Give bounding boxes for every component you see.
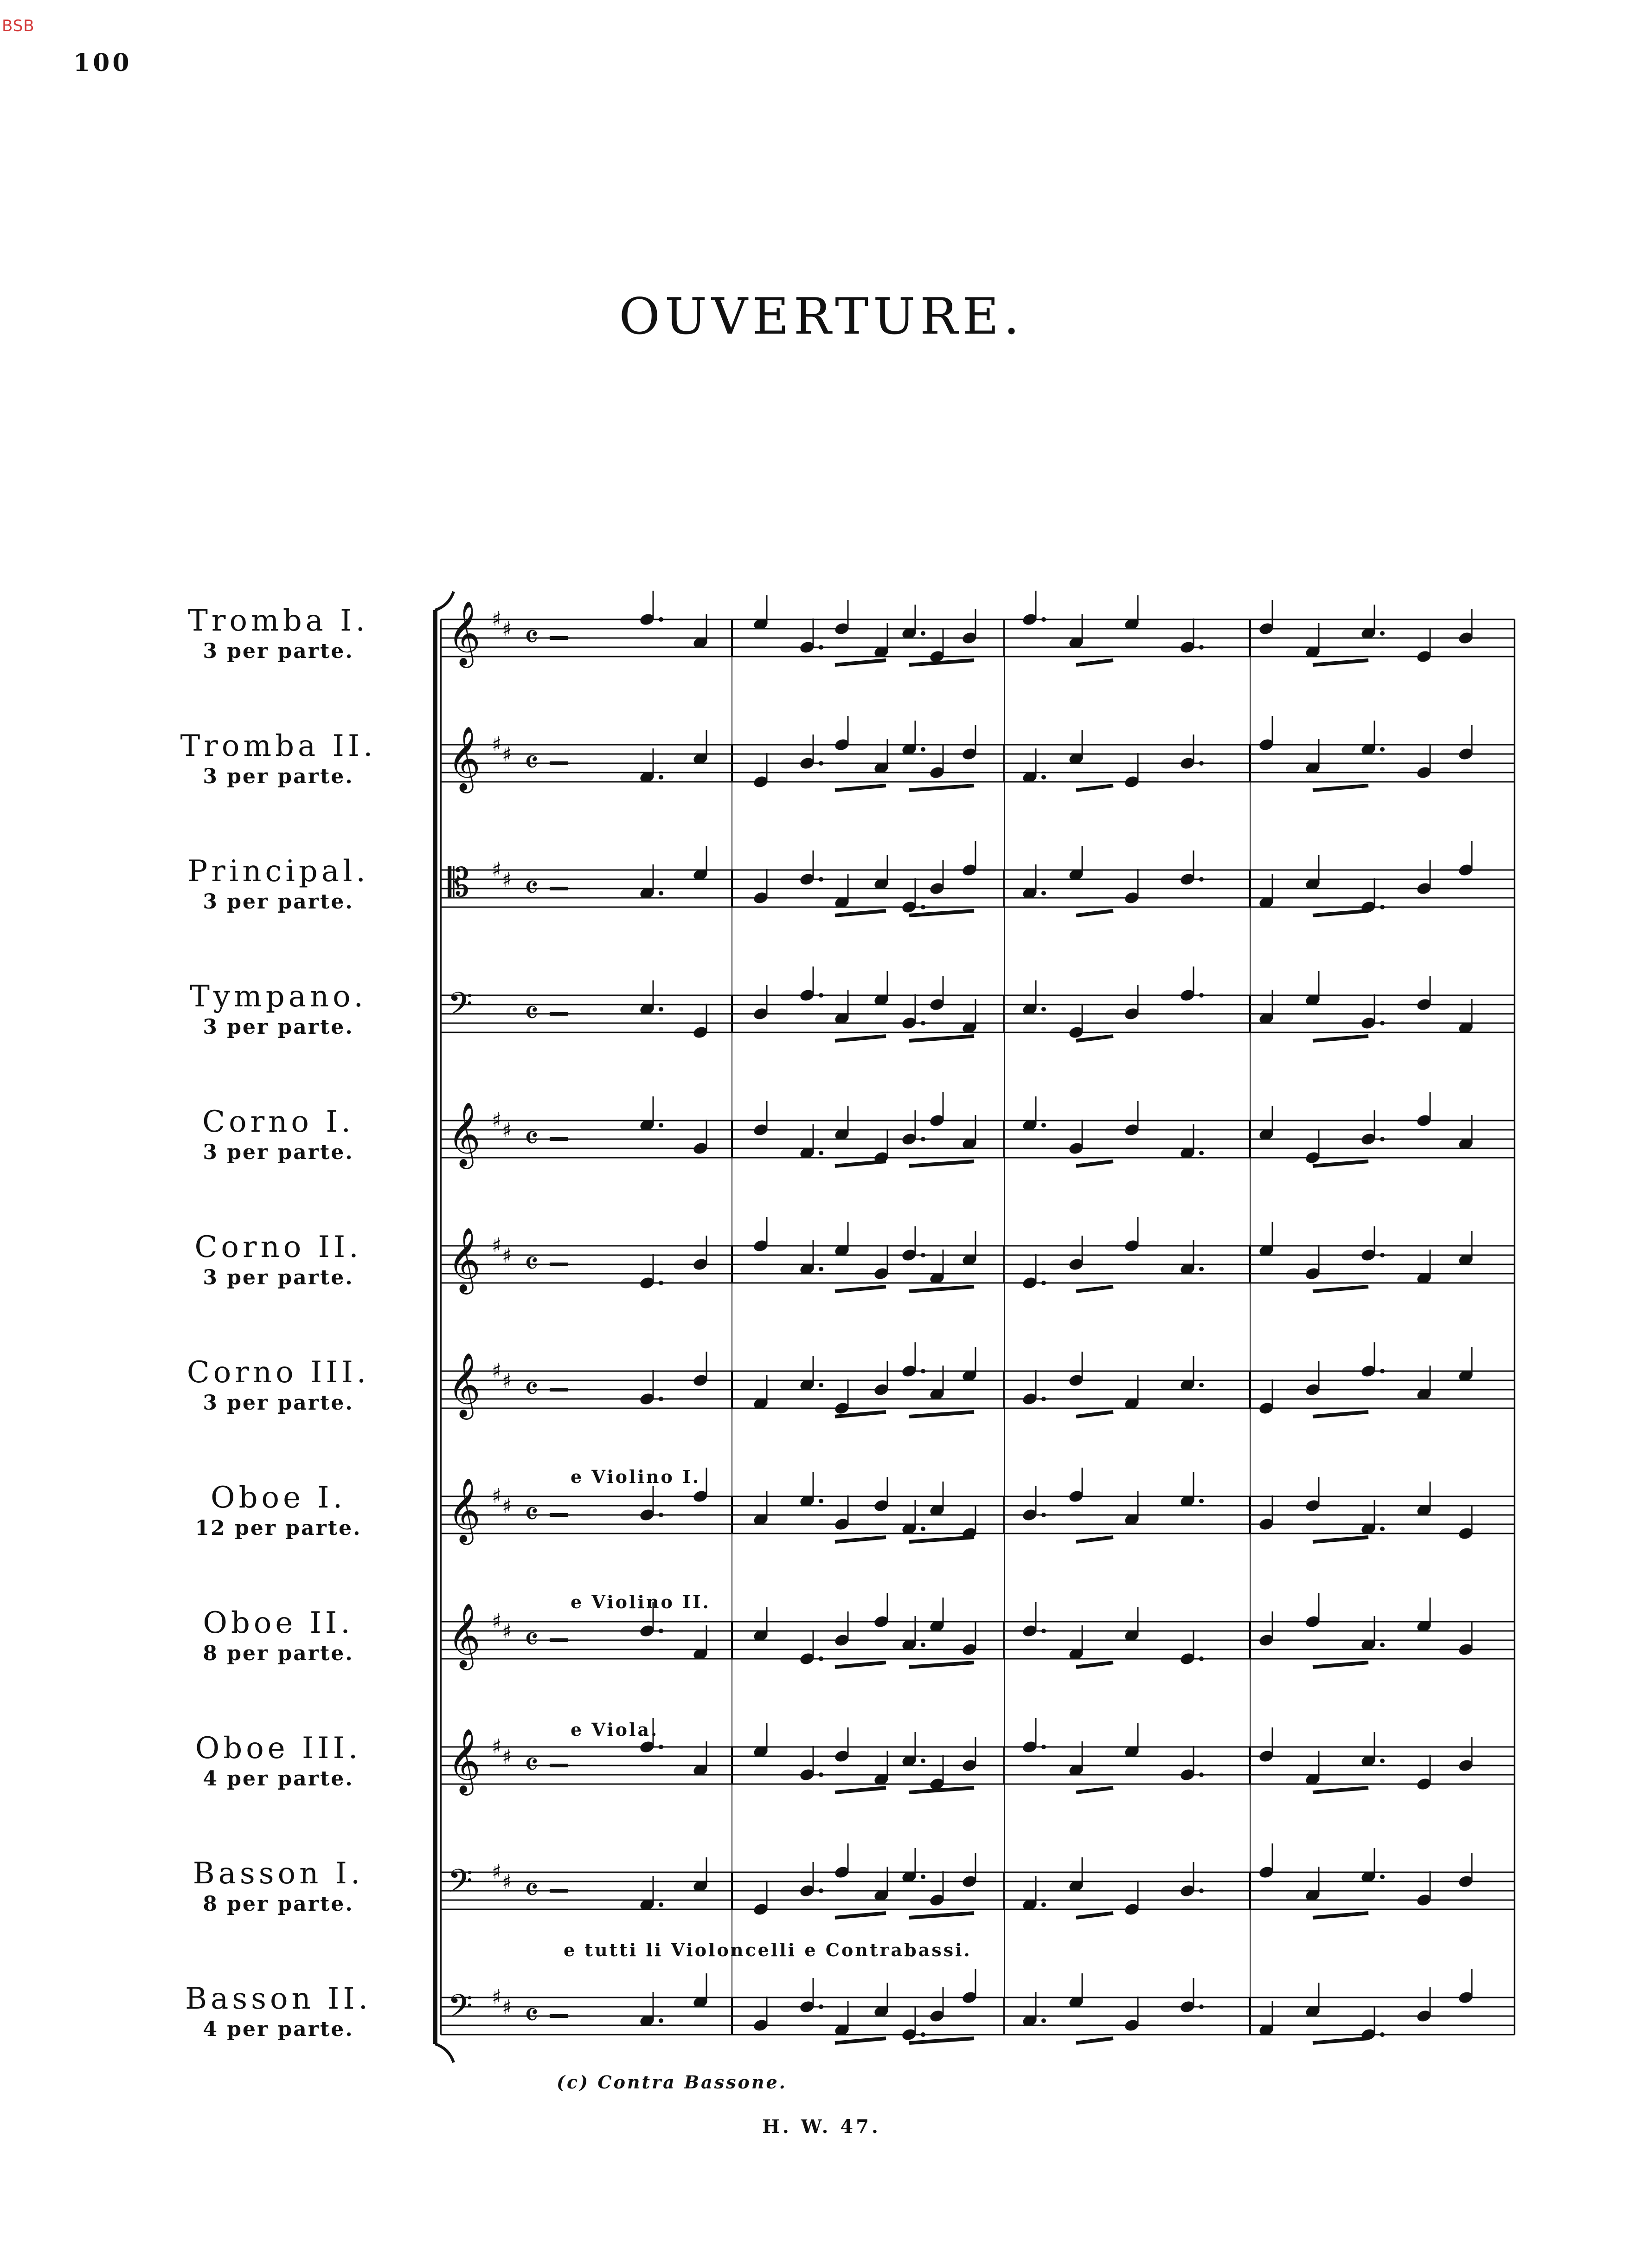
instrument-parts: 12 per parte.: [195, 1516, 362, 1540]
augmentation-dot: [1199, 1772, 1204, 1777]
augmentation-dot: [819, 1267, 823, 1271]
augmentation-dot: [819, 877, 823, 882]
augmentation-dot: [659, 1629, 663, 1633]
note-beam: [1313, 1662, 1368, 1667]
key-sharp: ♯: [502, 1369, 512, 1393]
note-beam: [1076, 1287, 1113, 1291]
note-beam: [835, 1788, 886, 1792]
augmentation-dot: [1380, 1253, 1385, 1257]
augmentation-dot: [921, 747, 925, 752]
augmentation-dot: [1199, 1267, 1204, 1271]
augmentation-dot: [921, 1369, 925, 1373]
augmentation-dot: [819, 761, 823, 766]
augmentation-dot: [1041, 617, 1046, 622]
key-sharp: ♯: [502, 1495, 512, 1518]
key-sharp: ♯: [502, 743, 512, 767]
note-beam: [835, 1537, 886, 1542]
note-beam: [1076, 1913, 1113, 1918]
time-signature: 𝄴: [524, 1746, 539, 1784]
instrument-parts: 3 per parte.: [203, 1266, 354, 1289]
augmentation-dot: [1380, 1369, 1385, 1373]
note-beam: [1313, 1537, 1368, 1542]
time-signature: 𝄴: [524, 1370, 539, 1408]
clef-glyph: 𝄞: [448, 1227, 481, 1292]
augmentation-dot: [921, 1759, 925, 1763]
augmentation-dot: [921, 1527, 925, 1531]
key-sharp: ♯: [492, 733, 502, 756]
note-beam: [1076, 1788, 1113, 1792]
time-signature: 𝄴: [524, 869, 539, 907]
augmentation-dot: [921, 905, 925, 909]
instrument-parts: 3 per parte.: [203, 1391, 354, 1415]
note-beam: [835, 911, 886, 915]
key-sharp: ♯: [492, 858, 502, 882]
note-beam: [1313, 1161, 1368, 1166]
augmentation-dot: [921, 1021, 925, 1025]
note-beam: [835, 1287, 886, 1291]
instrument-parts: 4 per parte.: [203, 2017, 354, 2041]
key-sharp: ♯: [502, 1745, 512, 1769]
key-sharp: ♯: [492, 1860, 502, 1884]
note-beam: [909, 1788, 974, 1792]
direction-violino-2: e Violino II.: [571, 1591, 711, 1612]
augmentation-dot: [1380, 1643, 1385, 1647]
page-title: OUVERTURE.: [619, 288, 1024, 346]
augmentation-dot: [1199, 761, 1204, 766]
key-sharp: ♯: [502, 1244, 512, 1268]
augmentation-dot: [659, 1007, 663, 1012]
augmentation-dot: [1199, 1383, 1204, 1387]
instrument-name: Basson I.: [193, 1856, 364, 1891]
augmentation-dot: [1199, 1888, 1204, 1893]
time-signature: 𝄴: [524, 1996, 539, 2034]
instrument-parts: 3 per parte.: [203, 1015, 354, 1039]
note-beam: [835, 1662, 886, 1667]
key-sharp: ♯: [492, 1610, 502, 1633]
time-signature: 𝄴: [524, 1495, 539, 1533]
augmentation-dot: [819, 2004, 823, 2009]
augmentation-dot: [1041, 1629, 1046, 1633]
note-beam: [835, 660, 886, 665]
augmentation-dot: [819, 645, 823, 650]
key-sharp: ♯: [492, 1985, 502, 2009]
clef-glyph: 𝄞: [448, 1478, 481, 1542]
augmentation-dot: [659, 775, 663, 780]
note-beam: [835, 1161, 886, 1166]
augmentation-dot: [921, 2032, 925, 2037]
note-beam: [909, 1537, 974, 1542]
time-signature: 𝄴: [524, 1119, 539, 1157]
augmentation-dot: [659, 1281, 663, 1285]
note-beam: [1076, 1662, 1113, 1667]
augmentation-dot: [921, 1643, 925, 1647]
note-beam: [909, 660, 974, 665]
augmentation-dot: [1199, 2004, 1204, 2009]
key-sharp: ♯: [492, 1484, 502, 1508]
note-beam: [1313, 2038, 1368, 2043]
clef-glyph: 𝄞: [448, 1102, 481, 1166]
direction-violino-1: e Violino I.: [571, 1466, 701, 1487]
augmentation-dot: [1041, 1513, 1046, 1517]
augmentation-dot: [1380, 1759, 1385, 1763]
footer-catalog-number: H. W. 47.: [762, 2116, 881, 2138]
augmentation-dot: [1041, 1123, 1046, 1128]
note-beam: [909, 1412, 974, 1417]
augmentation-dot: [921, 1137, 925, 1141]
note-beam: [1076, 2038, 1113, 2043]
note-beam: [1076, 1036, 1113, 1041]
augmentation-dot: [819, 1383, 823, 1387]
augmentation-dot: [659, 1513, 663, 1517]
time-signature: 𝄴: [524, 618, 539, 656]
contra-bassone-label: (c) Contra Bassone.: [557, 2072, 787, 2093]
instrument-name: Corno II.: [194, 1230, 362, 1264]
direction-violoncelli: e tutti li Violoncelli e Contrabassi.: [564, 1939, 972, 1960]
augmentation-dot: [1380, 1021, 1385, 1025]
augmentation-dot: [1041, 1007, 1046, 1012]
note-beam: [1076, 1412, 1113, 1417]
time-signature: 𝄴: [524, 1620, 539, 1658]
augmentation-dot: [819, 1772, 823, 1777]
key-sharp: ♯: [492, 1108, 502, 1132]
note-beam: [1076, 1537, 1113, 1542]
clef-glyph: 𝄢: [448, 1862, 473, 1907]
augmentation-dot: [1199, 645, 1204, 650]
note-beam: [835, 2038, 886, 2043]
instrument-name: Tromba I.: [188, 604, 369, 638]
augmentation-dot: [819, 1656, 823, 1661]
augmentation-dot: [1041, 1745, 1046, 1749]
instrument-name: Oboe I.: [211, 1481, 346, 1515]
note-beam: [1313, 660, 1368, 665]
key-sharp: ♯: [492, 1359, 502, 1383]
key-sharp: ♯: [492, 607, 502, 631]
instrument-name: Basson II.: [185, 1982, 372, 2016]
note-beam: [1076, 660, 1113, 665]
instrument-parts: 3 per parte.: [203, 1140, 354, 1164]
note-beam: [1076, 1161, 1113, 1166]
clef-glyph: 𝄞: [448, 1728, 481, 1793]
instrument-parts: 4 per parte.: [203, 1767, 354, 1791]
augmentation-dot: [659, 2018, 663, 2023]
instrument-name: Oboe III.: [195, 1731, 362, 1765]
note-beam: [909, 1161, 974, 1166]
augmentation-dot: [1199, 1656, 1204, 1661]
augmentation-dot: [1380, 631, 1385, 636]
instrument-parts: 8 per parte.: [203, 1892, 354, 1916]
augmentation-dot: [819, 1151, 823, 1155]
note-beam: [1313, 1913, 1368, 1918]
note-beam: [835, 1036, 886, 1041]
time-signature: 𝄴: [524, 1871, 539, 1909]
augmentation-dot: [819, 1499, 823, 1503]
note-beam: [1313, 1036, 1368, 1041]
augmentation-dot: [1041, 775, 1046, 780]
key-sharp: ♯: [502, 1119, 512, 1142]
key-sharp: ♯: [502, 1620, 512, 1643]
note-beam: [1313, 1287, 1368, 1291]
clef-glyph: 𝄡: [448, 860, 469, 905]
time-signature: 𝄴: [524, 743, 539, 781]
augmentation-dot: [1041, 2018, 1046, 2023]
note-beam: [909, 2038, 974, 2043]
clef-glyph: 𝄢: [448, 1987, 473, 2033]
clef-glyph: 𝄞: [448, 726, 481, 791]
note-beam: [835, 786, 886, 790]
augmentation-dot: [1041, 1397, 1046, 1401]
augmentation-dot: [1380, 1875, 1385, 1879]
note-beam: [1313, 911, 1368, 915]
note-beam: [1313, 1788, 1368, 1792]
clef-glyph: 𝄞: [448, 1603, 481, 1668]
augmentation-dot: [819, 993, 823, 998]
note-beam: [909, 786, 974, 790]
instrument-parts: 3 per parte.: [203, 890, 354, 914]
direction-viola: e Viola.: [571, 1719, 659, 1740]
time-signature: 𝄴: [524, 1244, 539, 1282]
key-sharp: ♯: [492, 1735, 502, 1759]
augmentation-dot: [921, 631, 925, 636]
instrument-name: Corno I.: [202, 1105, 354, 1139]
augmentation-dot: [1199, 993, 1204, 998]
augmentation-dot: [921, 1253, 925, 1257]
augmentation-dot: [1380, 2032, 1385, 2037]
augmentation-dot: [659, 1902, 663, 1907]
clef-glyph: 𝄢: [448, 985, 473, 1031]
instrument-parts: 8 per parte.: [203, 1642, 354, 1665]
note-beam: [835, 1913, 886, 1918]
note-beam: [909, 1913, 974, 1918]
note-beam: [909, 1036, 974, 1041]
instrument-parts: 3 per parte.: [203, 639, 354, 663]
key-sharp: ♯: [492, 1234, 502, 1257]
augmentation-dot: [659, 1123, 663, 1128]
instrument-name: Corno III.: [186, 1355, 370, 1390]
key-sharp: ♯: [502, 1870, 512, 1894]
note-beam: [1076, 786, 1113, 790]
clef-glyph: 𝄞: [448, 1353, 481, 1417]
instrument-name: Tromba II.: [180, 729, 377, 763]
augmentation-dot: [1380, 905, 1385, 909]
augmentation-dot: [659, 1397, 663, 1401]
note-beam: [1076, 911, 1113, 915]
time-signature: 𝄴: [524, 994, 539, 1032]
augmentation-dot: [659, 1745, 663, 1749]
key-sharp: ♯: [502, 1996, 512, 2019]
augmentation-dot: [1199, 877, 1204, 882]
augmentation-dot: [1041, 1902, 1046, 1907]
instrument-name: Tympano.: [190, 979, 367, 1014]
augmentation-dot: [659, 617, 663, 622]
augmentation-dot: [659, 891, 663, 896]
note-beam: [909, 1287, 974, 1291]
page-number: 100: [73, 49, 132, 77]
augmentation-dot: [921, 1875, 925, 1879]
augmentation-dot: [1199, 1499, 1204, 1503]
instrument-name: Oboe II.: [203, 1606, 354, 1640]
augmentation-dot: [1380, 1137, 1385, 1141]
key-sharp: ♯: [502, 868, 512, 892]
note-beam: [1313, 786, 1368, 790]
augmentation-dot: [1199, 1151, 1204, 1155]
note-beam: [909, 911, 974, 915]
key-sharp: ♯: [502, 618, 512, 641]
instrument-parts: 3 per parte.: [203, 765, 354, 788]
instrument-name: Principal.: [187, 854, 369, 889]
augmentation-dot: [1041, 891, 1046, 896]
bracket-hook: [435, 2044, 454, 2062]
note-beam: [1313, 1412, 1368, 1417]
augmentation-dot: [819, 1888, 823, 1893]
note-beam: [909, 1662, 974, 1667]
augmentation-dot: [1041, 1281, 1046, 1285]
augmentation-dot: [1380, 1527, 1385, 1531]
library-mark: BSB: [2, 17, 35, 35]
clef-glyph: 𝄞: [448, 601, 481, 665]
augmentation-dot: [1380, 747, 1385, 752]
